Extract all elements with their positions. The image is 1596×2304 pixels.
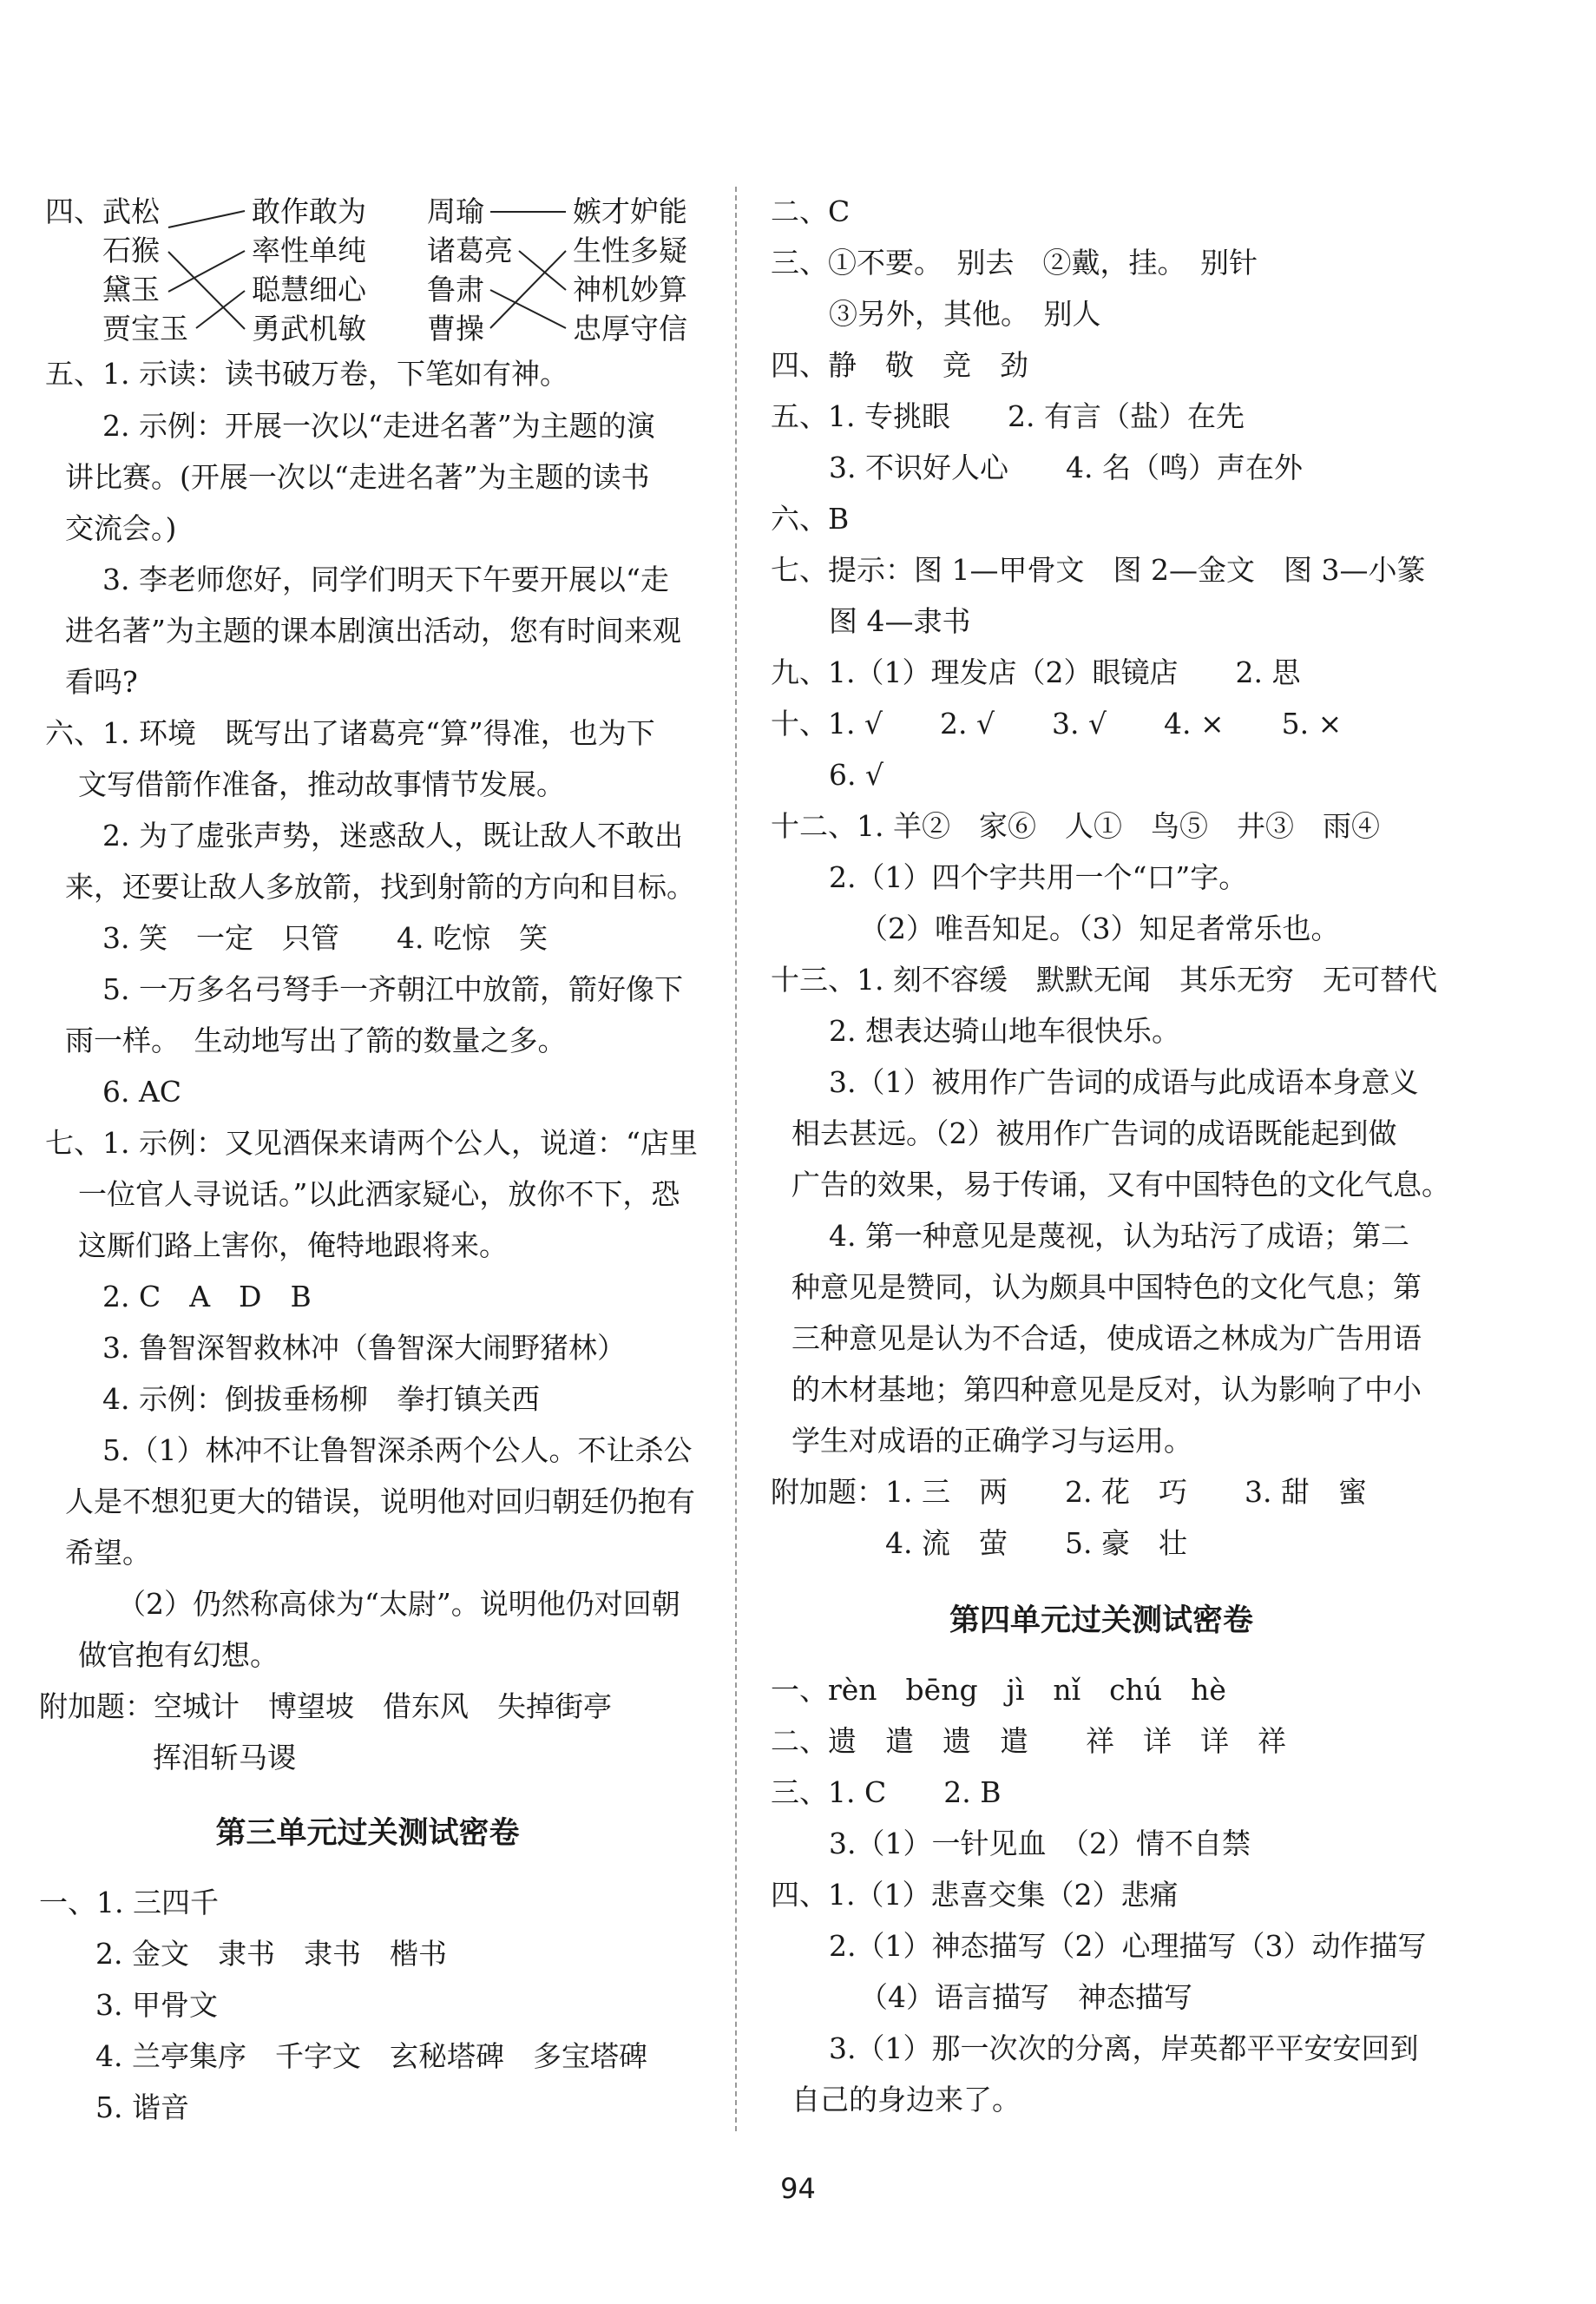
- match2-right-1: 嫉才妒能: [573, 194, 687, 228]
- s3-line-1: 一、1. 三四千: [39, 1886, 219, 1919]
- s3-line-4: 4. 兰亭集序 千字文 玄秘塔碑 多宝塔碑: [95, 2039, 647, 2073]
- s4-line-4: 3.（1）一针见血 （2）情不自禁: [829, 1827, 1251, 1860]
- s4-line-2: 二、遗 遣 遗 遣 祥 详 详 祥: [771, 1724, 1286, 1758]
- right-line-9: 图 4—隶书: [829, 604, 971, 638]
- match-line-shihou: [168, 252, 245, 329]
- left-line-10: 2. 为了虚张声势，迷惑敌人，既让敌人不敢出: [102, 819, 683, 852]
- left-line-13: 5. 一万多名弓弩手一齐朝江中放箭，箭好像下: [102, 972, 683, 1006]
- left-line-7: 看吗?: [65, 665, 138, 699]
- match2-right-3: 神机妙算: [573, 273, 687, 306]
- right-line-23: 三种意见是认为不合适，使成语之林成为广告用语: [791, 1321, 1422, 1355]
- left-line-21: 4. 示例：倒拔垂杨柳 拳打镇关西: [102, 1382, 540, 1416]
- left-line-3: 讲比赛。(开展一次以“走进名著”为主题的读书: [65, 460, 650, 494]
- s4-line-6: 2.（1）神态描写（2）心理描写（3）动作描写: [829, 1929, 1427, 1963]
- s4-line-1: 一、rèn bēng jì nǐ chú hè: [771, 1673, 1226, 1707]
- left-line-27: 附加题：空城计 博望坡 借东风 失掉街亭: [39, 1689, 612, 1723]
- left-line-1: 五、1. 示读：读书破万卷，下笔如有神。: [45, 357, 568, 391]
- s4-line-7: （4）语言描写 神态描写: [859, 1980, 1192, 2014]
- s4-line-5: 四、1.（1）悲喜交集（2）悲痛: [771, 1878, 1179, 1912]
- q4-label: 四、: [45, 194, 102, 228]
- match1-right-1: 敢作敢为: [252, 194, 366, 228]
- left-line-28: 挥泪斩马谡: [153, 1741, 296, 1774]
- match2-left-2: 诸葛亮: [427, 234, 513, 267]
- match2-right-2: 生性多疑: [573, 234, 687, 267]
- match1-left-2: 石猴: [102, 234, 160, 267]
- match-line-caocao: [490, 251, 566, 328]
- right-line-12: 6. √: [829, 758, 884, 792]
- match-line-daiyu: [168, 251, 245, 292]
- left-line-6: 进名著”为主题的课本剧演出活动，您有时间来观: [65, 614, 681, 648]
- right-line-17: 2. 想表达骑山地车很快乐。: [829, 1014, 1180, 1048]
- right-line-14: 2.（1）四个字共用一个“口”字。: [829, 860, 1248, 894]
- left-line-18: 这厮们路上害你，俺特地跟将来。: [78, 1228, 508, 1262]
- left-line-14: 雨一样。 生动地写出了箭的数量之多。: [65, 1024, 567, 1057]
- match2-right-4: 忠厚守信: [573, 312, 687, 346]
- match1-right-2: 率性单纯: [252, 234, 366, 267]
- left-line-4: 交流会。): [65, 511, 177, 545]
- match2-left-4: 曹操: [427, 312, 484, 346]
- left-line-25: （2）仍然称高俅为“太尉”。说明他仍对回朝: [117, 1587, 680, 1621]
- right-line-16: 十三、1. 刻不容缓 默默无闻 其乐无穷 无可替代: [771, 963, 1437, 997]
- left-line-12: 3. 笑 一定 只管 4. 吃惊 笑: [102, 921, 548, 955]
- section4-title: 第四单元过关测试密卷: [949, 1603, 1253, 1638]
- match2-left-3: 鲁肃: [427, 273, 484, 306]
- s4-line-9: 自己的身边来了。: [791, 2083, 1021, 2116]
- match1-left-3: 黛玉: [102, 273, 160, 306]
- left-line-15: 6. AC: [102, 1075, 182, 1109]
- left-line-24: 希望。: [65, 1536, 151, 1570]
- match1-right-4: 勇武机敏: [252, 312, 366, 346]
- right-line-19: 相去甚远。（2）被用作广告词的成语既能起到做: [791, 1116, 1397, 1150]
- right-line-26: 附加题：1. 三 两 2. 花 巧 3. 甜 蜜: [771, 1475, 1367, 1509]
- match-line-zhugeliang: [519, 251, 566, 290]
- right-line-3: ③另外，其他。 别人: [829, 297, 1101, 331]
- right-line-5: 五、1. 专挑眼 2. 有言（盐）在先: [771, 399, 1245, 433]
- left-line-20: 3. 鲁智深智救林冲（鲁智深大闹野猪林）: [102, 1331, 626, 1365]
- s3-line-2: 2. 金文 隶书 隶书 楷书: [95, 1937, 447, 1971]
- left-line-9: 文写借箭作准备，推动故事情节发展。: [78, 767, 565, 801]
- left-line-19: 2. C A D B: [102, 1280, 312, 1313]
- left-line-11: 来，还要让敌人多放箭，找到射箭的方向和目标。: [65, 870, 695, 904]
- left-line-23: 人是不想犯更大的错误，说明他对回归朝廷仍抱有: [65, 1484, 695, 1518]
- match1-right-3: 聪慧细心: [252, 273, 366, 306]
- left-line-5: 3. 李老师您好，同学们明天下午要开展以“走: [102, 563, 669, 596]
- match-line-wusong: [168, 211, 245, 227]
- right-line-15: （2）唯吾知足。（3）知足者常乐也。: [859, 912, 1340, 945]
- match1-left-4: 贾宝玉: [102, 312, 188, 346]
- left-line-26: 做官抱有幻想。: [78, 1638, 279, 1672]
- left-line-22: 5.（1）林冲不让鲁智深杀两个公人。不让杀公: [102, 1433, 693, 1467]
- s4-line-3: 三、1. C 2. B: [771, 1775, 1002, 1809]
- match1-left-1: 武松: [102, 194, 160, 228]
- left-line-8: 六、1. 环境 既写出了诸葛亮“算”得准，也为下: [45, 716, 655, 750]
- column-divider: [735, 187, 737, 2131]
- right-line-13: 十二、1. 羊② 家⑥ 人① 鸟⑤ 井③ 雨④: [771, 809, 1380, 843]
- s4-line-8: 3.（1）那一次次的分离，岸英都平平安安回到: [829, 2031, 1419, 2065]
- right-line-21: 4. 第一种意见是蔑视，认为玷污了成语；第二: [829, 1219, 1409, 1253]
- right-line-24: 的木材基地；第四种意见是反对，认为影响了中小: [791, 1373, 1422, 1406]
- right-line-18: 3.（1）被用作广告词的成语与此成语本身意义: [829, 1065, 1419, 1099]
- match2-left-1: 周瑜: [427, 194, 484, 228]
- right-line-25: 学生对成语的正确学习与运用。: [791, 1424, 1192, 1458]
- right-line-6: 3. 不识好人心 4. 名（鸣）声在外: [829, 451, 1303, 484]
- right-line-7: 六、B: [771, 502, 850, 536]
- right-line-1: 二、C: [771, 194, 851, 228]
- right-line-11: 十、1. √ 2. √ 3. √ 4. × 5. ×: [771, 707, 1343, 741]
- left-line-16: 七、1. 示例：又见酒保来请两个公人，说道：“店里: [45, 1126, 698, 1160]
- left-line-17: 一位官人寻说话。”以此洒家疑心，放你不下，恐: [78, 1177, 680, 1211]
- s3-line-5: 5. 谐音: [95, 2090, 189, 2124]
- match-line-lusu: [490, 290, 566, 328]
- right-line-4: 四、静 敬 竞 劲: [771, 348, 1028, 382]
- right-line-20: 广告的效果，易于传诵，又有中国特色的文化气息。: [791, 1168, 1450, 1201]
- right-line-10: 九、1.（1）理发店（2）眼镜店 2. 思: [771, 655, 1301, 689]
- left-line-2: 2. 示例：开展一次以“走进名著”为主题的演: [102, 409, 655, 443]
- s3-line-3: 3. 甲骨文: [95, 1988, 218, 2022]
- right-line-2: 三、①不要。 别去 ②戴，挂。 别针: [771, 246, 1258, 280]
- page-number: 94: [780, 2172, 816, 2205]
- section3-title: 第三单元过关测试密卷: [215, 1816, 520, 1851]
- right-line-27: 4. 流 萤 5. 豪 壮: [885, 1526, 1187, 1560]
- right-line-22: 种意见是赞同，认为颇具中国特色的文化气息；第: [791, 1270, 1422, 1304]
- right-line-8: 七、提示：图 1—甲骨文 图 2—金文 图 3—小篆: [771, 553, 1426, 587]
